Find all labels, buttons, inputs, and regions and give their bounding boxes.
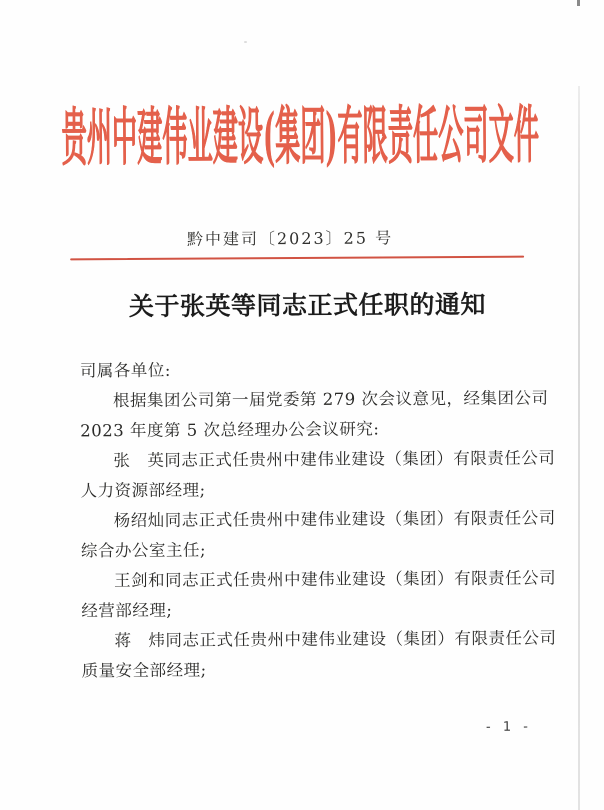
red-separator-line <box>70 256 524 261</box>
body-line: 2023 年度第 5 次总经理办公会议研究: <box>80 419 380 441</box>
body-line: 人力资源部经理; <box>80 480 206 501</box>
body-line: 张 英同志正式任贵州中建伟业建设（集团）有限责任公司 <box>113 448 556 471</box>
scan-edge-shadow <box>578 86 580 810</box>
document-reference-number: 黔中建司〔2023〕25 号 <box>186 228 394 249</box>
body-line: 蒋 炜同志正式任贵州中建伟业建设（集团）有限责任公司 <box>114 628 557 651</box>
body-line: 综合办公室主任; <box>80 540 207 561</box>
body-line: 经营部经理; <box>81 600 173 621</box>
body-line: 杨绍灿同志正式任贵州中建伟业建设（集团）有限责任公司 <box>113 508 556 531</box>
body-line: 根据集团公司第一届党委第 279 次会议意见，经集团公司 <box>112 388 549 411</box>
body-line: 王剑和同志正式任贵州中建伟业建设（集团）有限责任公司 <box>114 568 557 591</box>
body-line: 质量安全部经理; <box>81 660 207 681</box>
scan-speck <box>244 41 247 43</box>
body-line-salutation: 司属各单位: <box>79 360 171 381</box>
document-body <box>79 353 557 686</box>
company-masthead-title: 贵州中建伟业建设(集团)有限责任公司文件 <box>61 97 540 174</box>
scan-edge-mark <box>577 0 580 6</box>
page-number: - 1 - <box>485 719 532 735</box>
masthead <box>0 96 603 176</box>
document-title: 关于张英等同志正式任职的通知 <box>128 289 487 322</box>
